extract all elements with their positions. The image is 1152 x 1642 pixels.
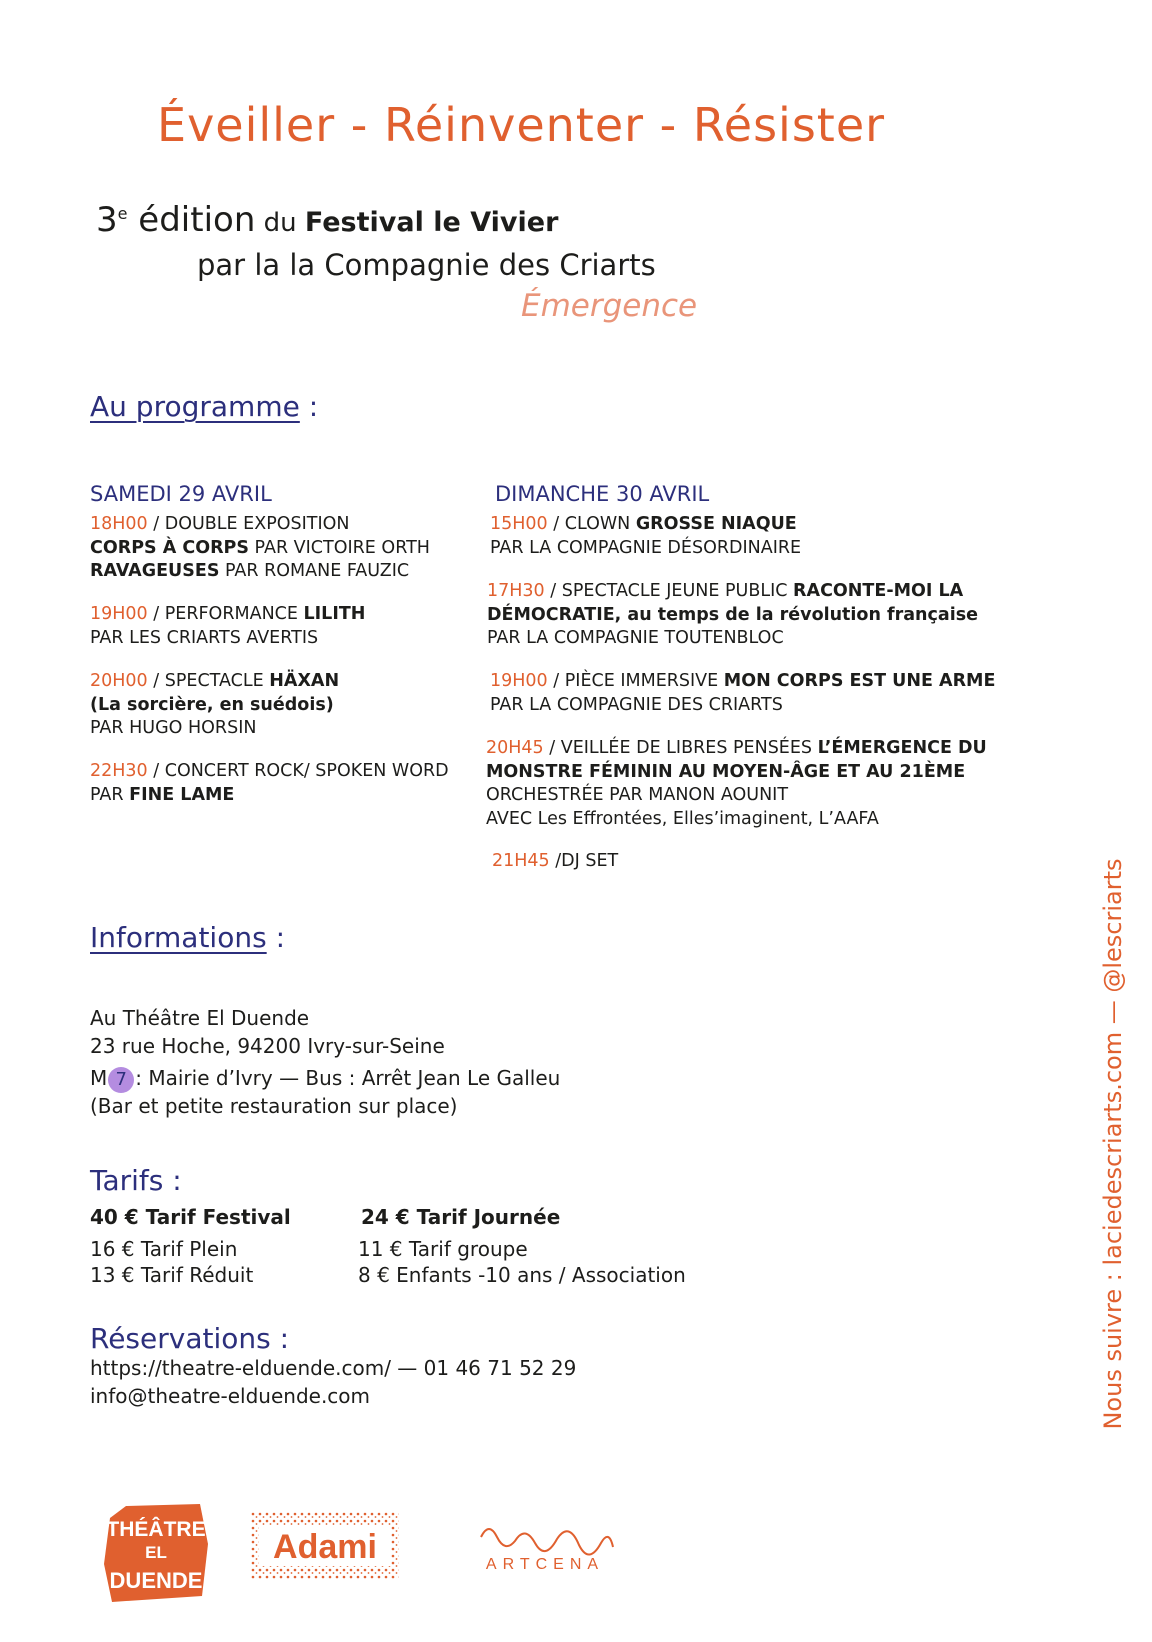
schedule-text: RAVAGEUSES <box>90 561 220 581</box>
schedule-item <box>90 670 339 741</box>
schedule-line <box>486 737 987 761</box>
schedule-time: 15H00 <box>490 514 548 534</box>
tarif-plein: 16 € Tarif Plein <box>90 1237 238 1261</box>
transport-text: : Mairie d’Ivry — Bus : Arrêt Jean Le Galleu <box>135 1066 561 1090</box>
schedule-text: RACONTE-MOI LA <box>793 581 964 601</box>
schedule-line <box>486 808 987 832</box>
edition-du: du <box>255 208 305 238</box>
metro-prefix: M <box>90 1066 108 1090</box>
schedule-time: 20H45 <box>486 738 544 758</box>
edition-number: 3 <box>96 200 118 240</box>
tarif-journee: 24 € Tarif Journée <box>361 1205 561 1229</box>
schedule-text: (La sorcière, en suédois) <box>90 694 334 715</box>
schedule-line <box>90 537 430 561</box>
venue-info <box>90 1005 560 1120</box>
schedule-text: / CLOWN <box>547 514 636 534</box>
schedule-line <box>486 761 987 785</box>
schedule-line <box>490 537 801 561</box>
schedule-text: / PERFORMANCE <box>147 604 304 624</box>
tarif-enfants: 8 € Enfants -10 ans / Association <box>358 1263 686 1287</box>
schedule-text: / VEILLÉE DE LIBRES PENSÉES <box>543 738 818 758</box>
schedule-text: MONSTRE FÉMININ AU MOYEN-ÂGE ET AU 21ÈME <box>486 761 966 782</box>
schedule-time: 22H30 <box>90 761 148 781</box>
tarifs-heading: Tarifs : <box>90 1164 182 1197</box>
schedule-text: LILITH <box>303 604 366 624</box>
schedule-item <box>492 850 618 874</box>
schedule-text: PAR HUGO HORSIN <box>90 718 257 738</box>
schedule-line <box>490 670 995 694</box>
sunday-heading: DIMANCHE 30 AVRIL <box>495 482 710 506</box>
tarif-groupe: 11 € Tarif groupe <box>358 1237 528 1261</box>
artcena-logo <box>475 1517 615 1575</box>
schedule-item <box>486 737 987 831</box>
informations-heading-colon: : <box>266 921 286 954</box>
transport-line <box>90 1065 560 1093</box>
programme-heading-colon: : <box>299 390 319 423</box>
tarif-reduit: 13 € Tarif Réduit <box>90 1263 254 1287</box>
schedule-text: DÉMOCRATIE, au temps de la révolution française <box>487 604 978 625</box>
schedule-text: MON CORPS EST UNE ARME <box>723 671 996 691</box>
informations-heading-text: Informations <box>90 921 267 954</box>
schedule-text: / SPECTACLE <box>147 671 270 691</box>
reservations-heading: Réservations : <box>90 1322 290 1355</box>
informations-heading <box>90 921 285 954</box>
schedule-line <box>90 694 339 718</box>
schedule-time: 21H45 <box>492 851 550 871</box>
programme-heading <box>90 390 318 423</box>
metro-line-7-icon: 7 <box>108 1067 134 1093</box>
schedule-text: FINE LAME <box>129 784 235 805</box>
schedule-line <box>490 694 995 718</box>
schedule-line <box>487 580 978 604</box>
adami-logo-text: Adami <box>273 1528 377 1566</box>
venue-name: Au Théâtre El Duende <box>90 1006 310 1030</box>
page-title: Éveiller - Réinventer - Résister <box>157 98 886 152</box>
schedule-time: 18H00 <box>90 514 148 534</box>
schedule-text: / DOUBLE EXPOSITION <box>147 514 350 534</box>
schedule-text: ORCHESTRÉE PAR MANON AOUNIT <box>486 785 789 805</box>
festival-name: Festival le Vivier <box>304 207 559 238</box>
schedule-text: / SPECTACLE JEUNE PUBLIC <box>544 581 794 601</box>
schedule-text: / PIÈCE IMMERSIVE <box>547 671 724 691</box>
schedule-item <box>490 670 995 717</box>
schedule-text: /DJ SET <box>549 851 619 871</box>
schedule-line <box>90 560 430 584</box>
schedule-text: GROSSE NIAQUE <box>635 514 797 534</box>
schedule-text: / CONCERT ROCK/ SPOKEN WORD <box>147 761 449 781</box>
schedule-line <box>90 627 365 651</box>
schedule-item <box>90 760 449 807</box>
venue-address: 23 rue Hoche, 94200 Ivry-sur-Seine <box>90 1033 445 1058</box>
schedule-item <box>490 513 801 560</box>
schedule-line <box>90 670 339 694</box>
theatre-el-duende-logo <box>104 1504 208 1602</box>
schedule-item <box>90 513 430 584</box>
schedule-line <box>90 784 449 808</box>
schedule-line <box>492 850 618 874</box>
schedule-line <box>490 513 801 537</box>
schedule-text: PAR VICTOIRE ORTH <box>248 537 430 558</box>
schedule-line <box>487 627 978 651</box>
schedule-text: AVEC Les Effrontées, Elles’imaginent, L’AAFA <box>486 808 879 829</box>
tarif-festival: 40 € Tarif Festival <box>90 1205 291 1229</box>
schedule-time: 17H30 <box>487 581 545 601</box>
theatre-logo-line2: EL <box>145 1543 167 1562</box>
schedule-text: PAR ROMANE FAUZIC <box>219 561 410 581</box>
edition-line <box>96 200 558 240</box>
edition-word: édition <box>127 200 256 240</box>
artcena-logo-text: ARTCENA <box>485 1556 605 1573</box>
schedule-text: PAR LES CRIARTS AVERTIS <box>90 627 319 648</box>
schedule-line <box>90 760 449 784</box>
reservation-website-phone[interactable]: https://theatre-elduende.com/ — 01 46 71 52 29 <box>90 1356 577 1380</box>
adami-logo <box>251 1512 399 1579</box>
theatre-logo-line1: THÉÂTRE <box>106 1518 206 1541</box>
schedule-line <box>90 603 365 627</box>
saturday-heading: SAMEDI 29 AVRIL <box>90 482 272 506</box>
company-line: par la la Compagnie des Criarts <box>197 248 656 282</box>
schedule-line <box>487 604 978 628</box>
artcena-logo-wave <box>481 1529 613 1555</box>
theatre-logo-line3: DUENDE <box>109 1568 203 1593</box>
schedule-text: L’ÉMERGENCE DU <box>817 738 987 758</box>
schedule-text: PAR LA COMPAGNIE DÉSORDINAIRE <box>490 537 802 558</box>
schedule-text: PAR <box>90 784 130 805</box>
schedule-line <box>90 717 339 741</box>
schedule-text: HÄXAN <box>269 671 340 691</box>
bar-note: (Bar et petite restauration sur place) <box>90 1093 458 1118</box>
schedule-line <box>90 513 430 537</box>
reservation-contact <box>90 1355 576 1410</box>
programme-heading-text: Au programme <box>90 390 300 423</box>
reservation-email[interactable]: info@theatre-elduende.com <box>90 1383 371 1408</box>
schedule-time: 19H00 <box>90 604 148 624</box>
follow-us-vertical[interactable]: Nous suivre : laciedescriarts.com — @lescriarts <box>1099 858 1127 1430</box>
schedule-item <box>487 580 978 651</box>
schedule-item <box>90 603 365 650</box>
schedule-time: 19H00 <box>490 671 548 691</box>
schedule-text: PAR LA COMPAGNIE TOUTENBLOC <box>487 628 784 648</box>
theme-emergence: Émergence <box>521 288 698 324</box>
schedule-time: 20H00 <box>90 671 148 691</box>
schedule-text: PAR LA COMPAGNIE DES CRIARTS <box>490 694 783 715</box>
schedule-line <box>486 784 987 808</box>
schedule-text: CORPS À CORPS <box>90 537 249 558</box>
edition-sup: e <box>117 204 128 223</box>
